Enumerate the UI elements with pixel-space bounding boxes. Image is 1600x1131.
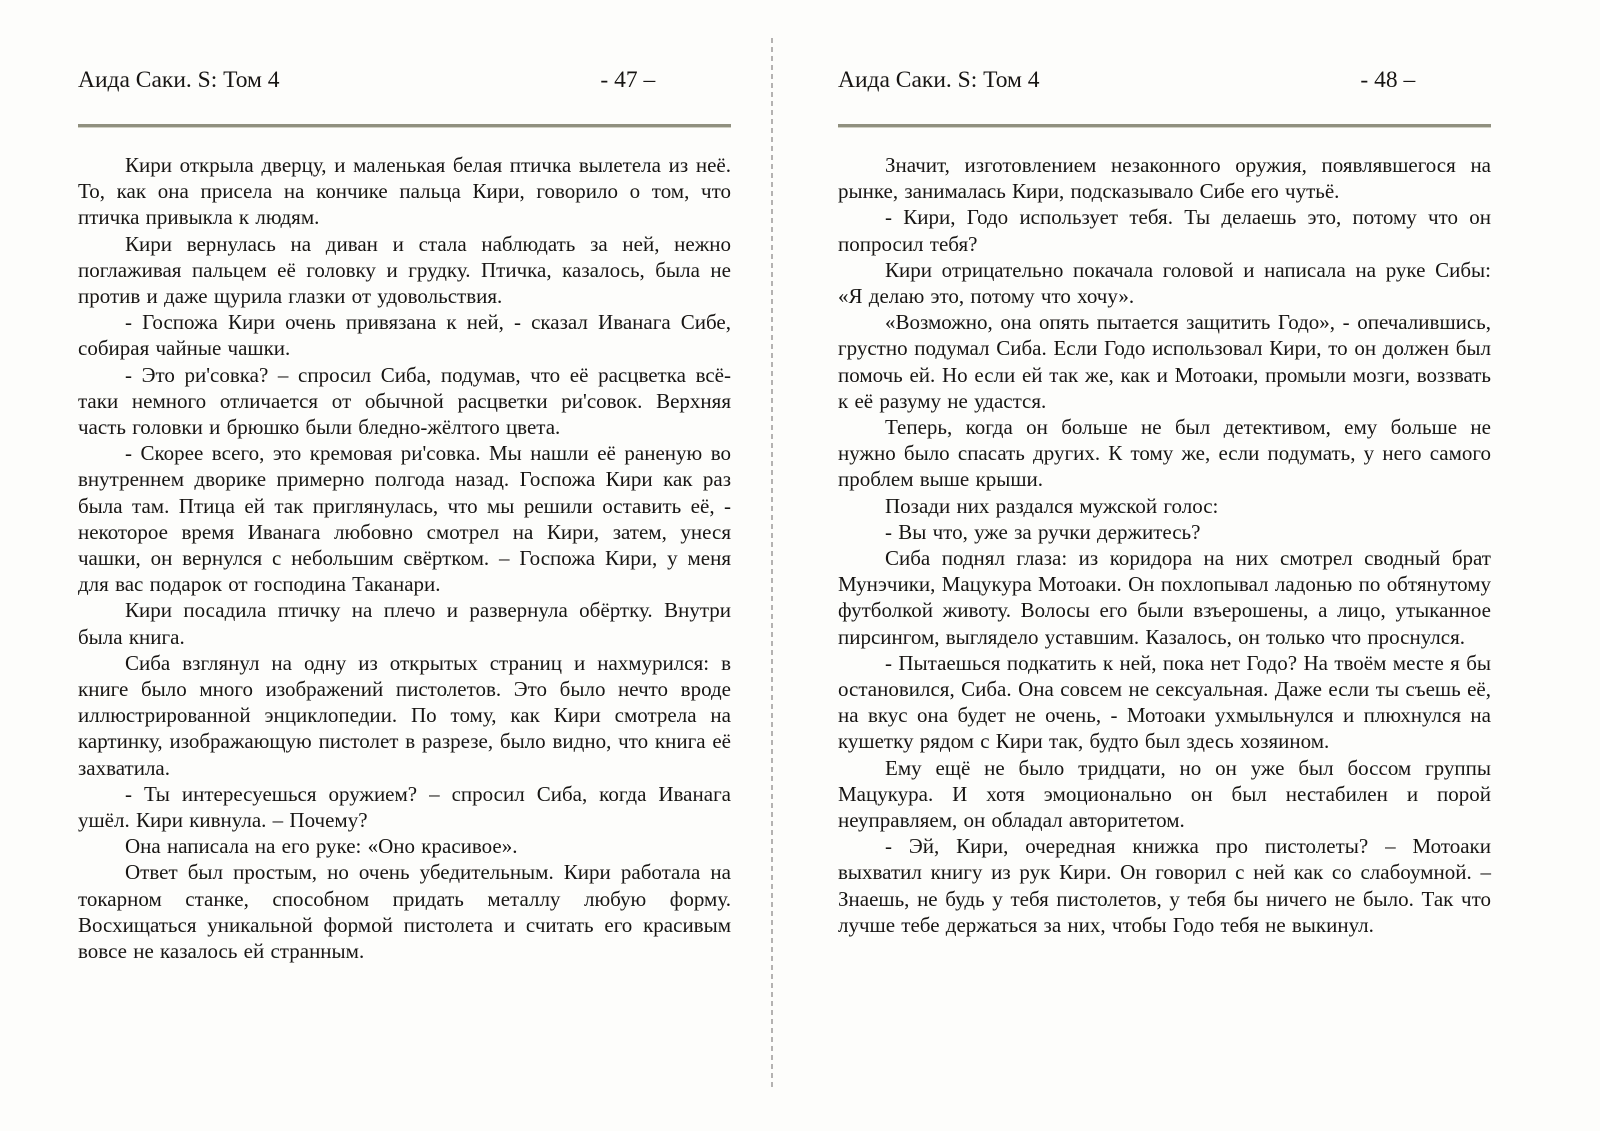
paragraph: Позади них раздался мужской голос: [885,493,1219,518]
paragraph: - Это ри'совка? – спросил Сиба, подумав, что её расцветка всё-таки немного отличается от обычной расцветки ри'совок. Верхняя часть головки и брюшко были бледно-жёлтого цвета. [78,362,731,440]
page-left [78,0,731,1131]
page-right [838,0,1491,1131]
paragraph: - Эй, Кири, очередная книжка про пистолеты? – Мотоаки выхватил книгу из рук Кири. Он говорил с ней как со слабоумной. – Знаешь, не будь у тебя пистолетов, у тебя бы ничего не было. Так что лучше тебе держаться за них, чтобы Годо тебя не выкинул. [838,834,1491,937]
paragraph: Кири открыла дверцу, и маленькая белая птичка вылетела из неё. То, как она присела на кончике пальца Кири, говорило о том, что птичка привыкла к людям. [78,153,731,230]
page-body-right [838,152,1491,938]
paragraph: - Госпожа Кири очень привязана к ней, - сказал Иванага Сибе, собирая чайные чашки. [78,310,731,361]
paragraph: - Скорее всего, это кремовая ри'совка. Мы нашли её раненую во внутреннем дворике примерно полгода назад. Госпожа Кири как раз была там. Птица ей так приглянулась, что мы решили оставить её, - некоторое время Иванага любовно смотрел на Кири, затем, унеся чашки, он вернулся с небольшим свёртком. – Госпожа Кири, у меня для вас подарок от господина Таканари. [78,441,731,597]
paragraph: Сиба взглянул на одну из открытых страниц и нахмурился: в книге было много изображений пистолетов. Это было нечто вроде иллюстрированной энциклопедии. По тому, как Кири смотрела на картинку, изображающую пистолет в разрезе, было видно, что книга её захватила. [78,650,731,780]
paragraph: Она написала на его руке: «Оно красивое». [125,834,518,859]
paragraph: Ему ещё не было тридцати, но он уже был боссом группы Мацукура. И хотя эмоционально он был нестабилен и порой неуправляем, он обладал авторитетом. [838,755,1491,833]
paragraph: Сиба поднял глаза: из коридора на них смотрел сводный брат Мунэчики, Мацукура Мотоаки. Он похлопывал ладонью по обтянутому футболкой животу. Волосы его были взъерошены, а лицо, утыканное пирсингом, выглядело уставшим. Казалось, он только что проснулся. [838,546,1491,649]
paragraph: «Возможно, она опять пытается защитить Годо», - опечалившись, грустно подумал Сиба. Если Годо использовал Кири, то он должен был помочь ей. Но если ей так же, как и Мотоаки, промыли мозги, воззвать к её разуму не удастся. [838,310,1491,413]
page-number: - 48 – [1360,67,1416,93]
running-head-right [838,64,1491,96]
paragraph: Ответ был простым, но очень убедительным. Кири работала на токарном станке, способном придать металлу любую форму. Восхищаться уникальной формой пистолета и считать его красивым вовсе не казалось ей странным. [78,860,731,964]
paragraph: - Пытаешься подкатить к ней, пока нет Годо? На твоём месте я бы остановился, Сиба. Она совсем не сексуальная. Даже если ты съешь её, на вкус она будет не очень, - Мотоаки ухмыльнулся и плюхнулся на кушетку рядом с Кири так, будто был здесь хозяином. [838,650,1491,754]
paragraph: - Ты интересуешься оружием? – спросил Сиба, когда Иванага ушёл. Кири кивнула. – Почему? [78,781,731,833]
paragraph: Значит, изготовлением незаконного оружия, появлявшегося на рынке, занималась Кири, подсказывало Сибе его чутьё. [838,153,1491,204]
paragraph: - Кири, Годо использует тебя. Ты делаешь это, потому что он попросил тебя? [838,205,1491,256]
paragraph: Кири посадила птичку на плечо и развернула обёртку. Внутри была книга. [78,598,731,649]
header-rule [838,124,1491,128]
header-rule [78,124,731,128]
paragraph: Кири отрицательно покачала головой и написала на руке Сибы: «Я делаю это, потому что хочу». [838,257,1491,309]
paragraph: Теперь, когда он больше не был детективом, ему больше не нужно было спасать других. К тому же, если подумать, у него самого проблем выше крыши. [838,415,1491,492]
page-number: - 47 – [600,67,656,93]
running-head-left [78,64,731,96]
page-divider [771,38,773,1090]
running-title: Аида Саки. S: Том 4 [838,67,1040,93]
running-title: Аида Саки. S: Том 4 [78,67,280,93]
paragraph: - Вы что, уже за ручки держитесь? [885,519,1201,544]
paragraph: Кири вернулась на диван и стала наблюдать за ней, нежно поглаживая пальцем её головку и грудку. Птичка, казалось, была не против и даже щурила глазки от удовольствия. [78,231,731,309]
page-body-left [78,152,731,964]
